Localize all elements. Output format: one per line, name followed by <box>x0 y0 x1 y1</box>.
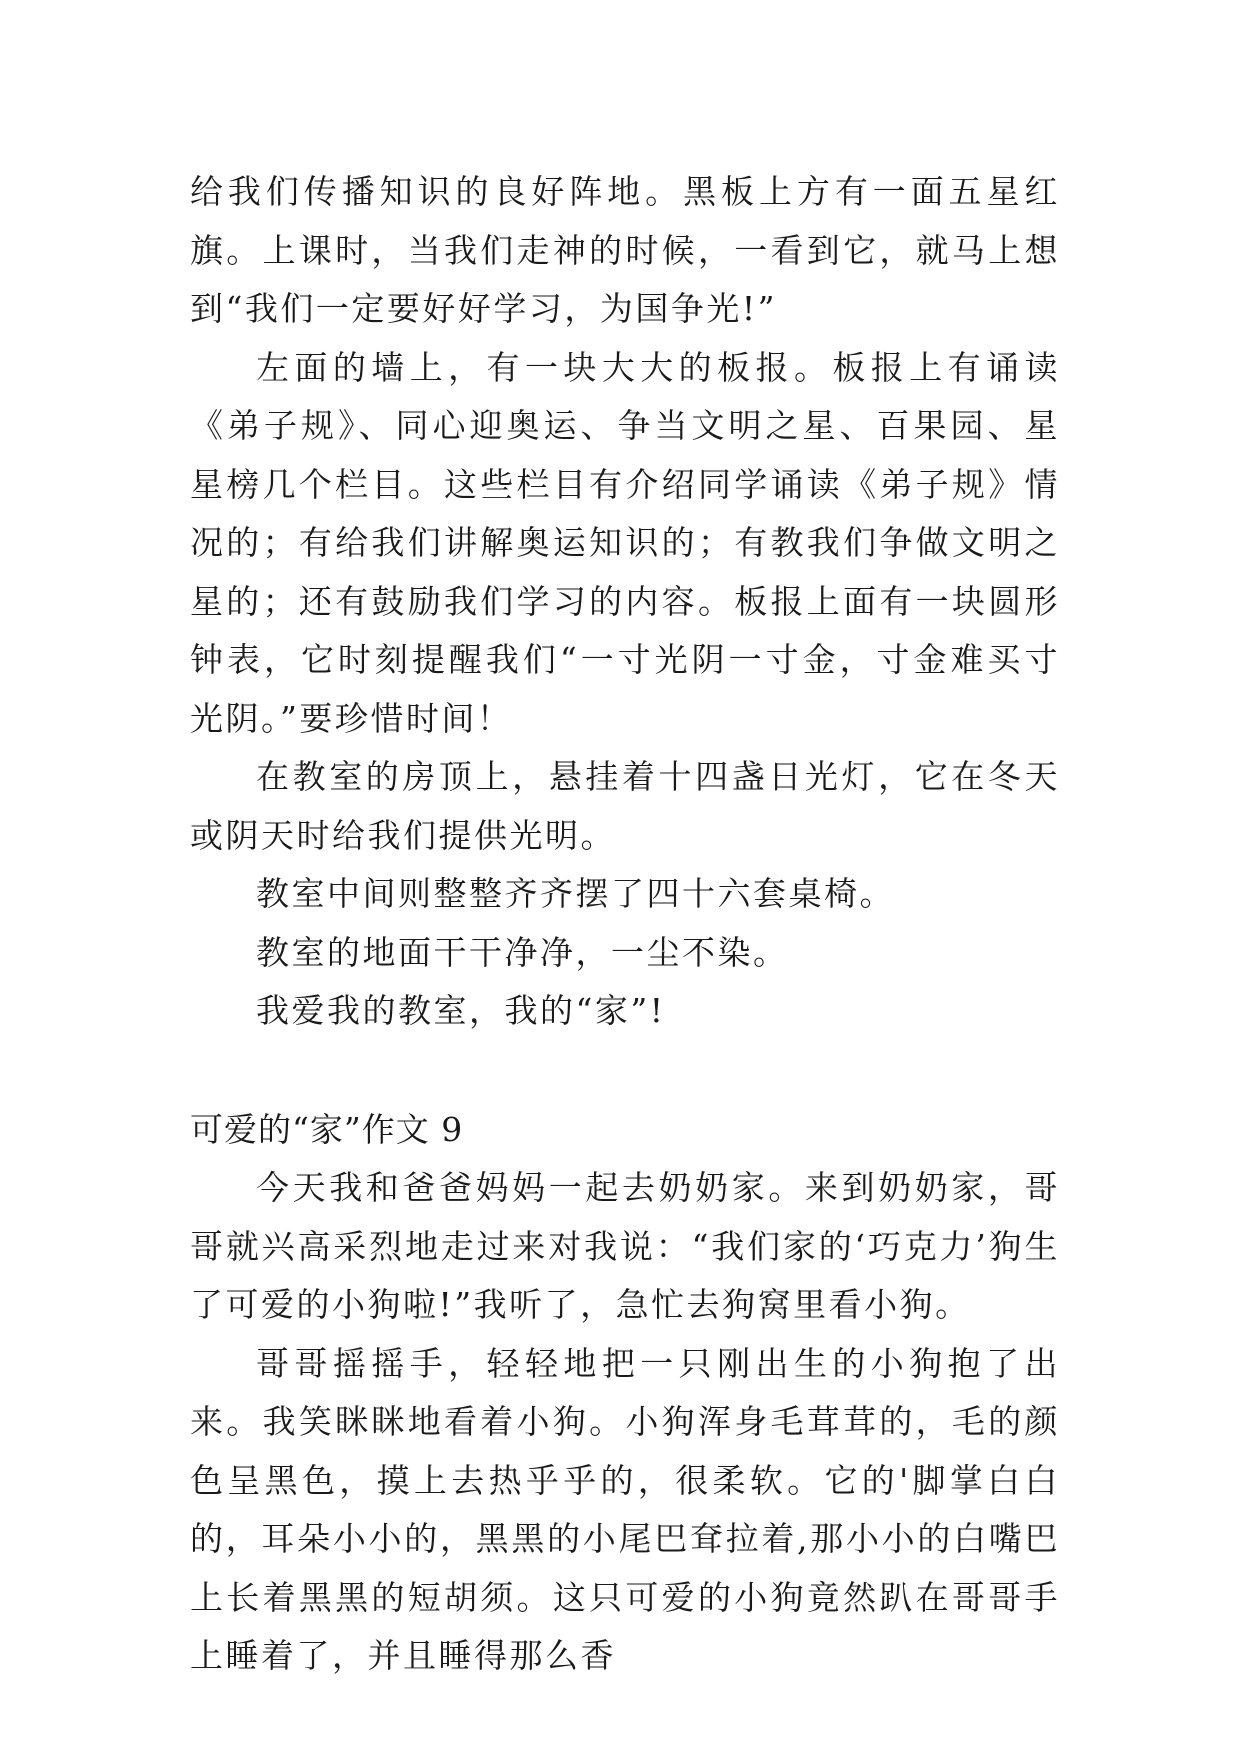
document-body <box>190 163 1060 1686</box>
paragraph: 在教室的房顶上，悬挂着十四盏日光灯，它在冬天或阴天时给我们提供光明。 <box>190 757 1060 855</box>
paragraph: 教室的地面干干净净，一尘不染。 <box>256 932 789 972</box>
paragraph: 我爱我的教室，我的“家”! <box>256 991 666 1030</box>
paragraph: 给我们传播知识的良好阵地。黑板上方有一面五星红旗。上课时，当我们走神的时候，一看到它，就马上想到“我们一定要好好学习，为国争光!” <box>190 172 1060 328</box>
paragraph: 今天我和爸爸妈妈一起去奶奶家。来到奶奶家，哥哥就兴高采烈地走过来对我说：“我们家的‘巧克力’狗生了可爱的小狗啦!”我听了，急忙去狗窝里看小狗。 <box>190 1168 1060 1324</box>
paragraph: 教室中间则整整齐齐摆了四十六套桌椅。 <box>256 874 895 913</box>
paragraph: 左面的墙上，有一块大大的板报。板报上有诵读《弟子规》、同心迎奥运、争当文明之星、百果园、星星榜几个栏目。这些栏目有介绍同学诵读《弟子规》情况的；有给我们讲解奥运知识的；有教我们争做文明之星的；还有鼓励我们学习的内容。板报上面有一块圆形钟表，它时刻提醒我们“一寸光阴一寸金，寸金难买寸光阴。”要珍惜时间！ <box>190 347 1060 738</box>
section-heading: 可爱的“家”作文 9 <box>190 1109 464 1149</box>
paragraph: 哥哥摇摇手，轻轻地把一只刚出生的小狗抱了出来。我笑眯眯地看着小狗。小狗浑身毛茸茸的，毛的颜色呈黑色，摸上去热乎乎的，很柔软。它的'脚掌白白的，耳朵小小的，黑黑的小尾巴耷拉着,那小小的白嘴巴上长着黑黑的短胡须。这只可爱的小狗竟然趴在哥哥手上睡着了，并且睡得那么香 <box>190 1343 1060 1675</box>
